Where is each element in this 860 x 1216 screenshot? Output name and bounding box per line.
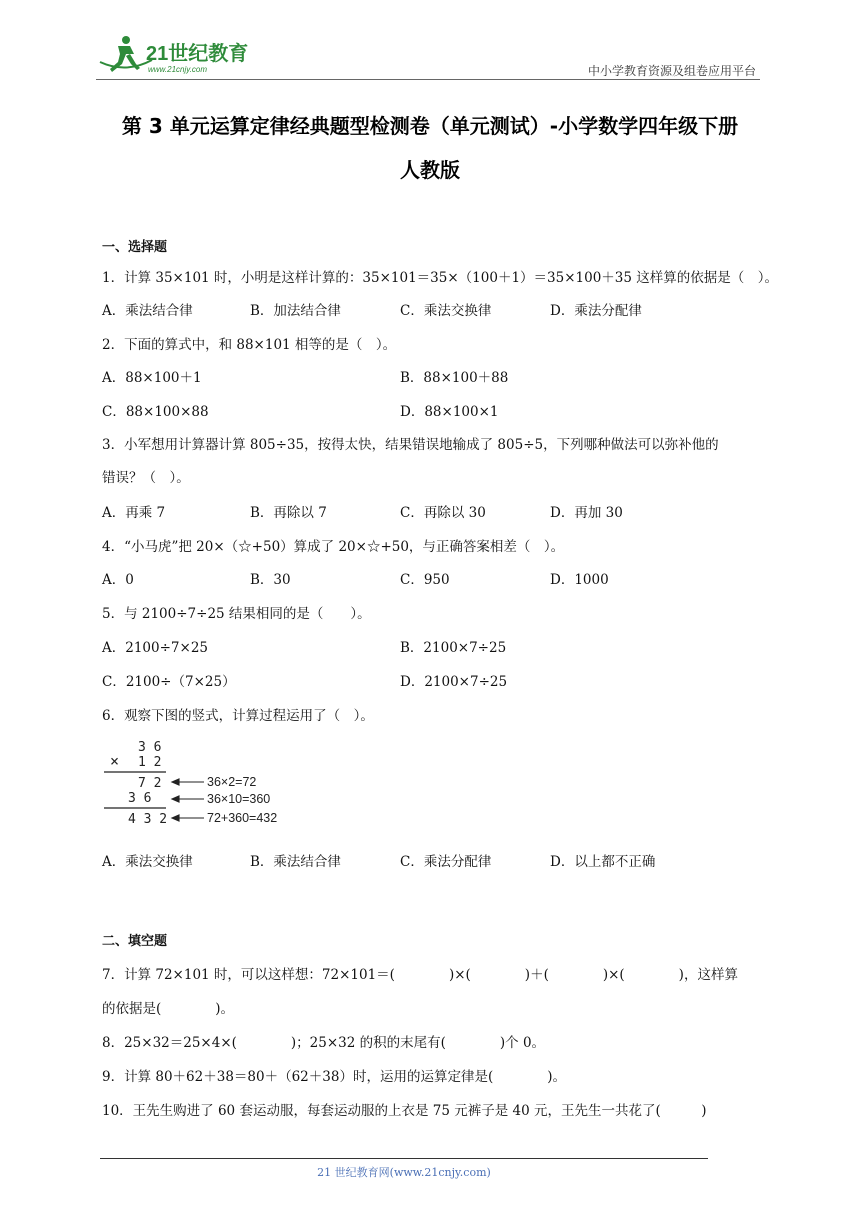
- q2-option-a: A．88×100＋1: [102, 370, 202, 386]
- q4-option-d: D．1000: [550, 572, 609, 588]
- footer-divider: [100, 1158, 708, 1159]
- question-7-line2: 的依据是( )。: [102, 1001, 235, 1017]
- q2-option-d: D．88×100×1: [400, 404, 499, 420]
- vertical-multiplication-figure: [100, 736, 300, 832]
- q3-option-b: B．再除以 7: [250, 505, 327, 521]
- logo-text: 21世纪教育: [146, 43, 249, 65]
- q4-option-a: A．0: [102, 572, 134, 588]
- q6-option-b: B．乘法结合律: [250, 854, 341, 870]
- q5-option-d: D．2100×7÷25: [400, 674, 508, 690]
- fig-multiplier: 1 2: [138, 755, 162, 770]
- brand-logo: [96, 32, 266, 76]
- question-4: 4．“小马虎”把 20×（☆+50）算成了 20×☆+50，与正确答案相差（ ）。: [102, 539, 565, 555]
- q1-option-d: D．乘法分配律: [550, 303, 642, 319]
- question-1: 1．计算 35×101 时，小明是这样计算的：35×101＝35×（100＋1）＝35×100＋35 这样算的依据是（ ）。: [102, 270, 779, 286]
- q1-option-c: C．乘法交换律: [400, 303, 492, 319]
- question-10: 10．王先生购进了 60 套运动服，每套运动服的上衣是 75 元裤子是 40 元，王先生一共花了( ): [102, 1103, 707, 1119]
- fig-multiplicand: 3 6: [138, 740, 162, 755]
- question-6: 6．观察下图的竖式，计算过程运用了（ ）。: [102, 708, 374, 724]
- q4-option-c: C．950: [400, 572, 450, 588]
- footer-text[interactable]: 21 世纪教育网(www.21cnjy.com): [317, 1166, 491, 1179]
- q2-option-c: C．88×100×88: [102, 404, 209, 420]
- q1-option-b: B．加法结合律: [250, 303, 341, 319]
- question-2: 2．下面的算式中，和 88×101 相等的是（ ）。: [102, 337, 397, 353]
- q6-option-c: C．乘法分配律: [400, 854, 492, 870]
- section-heading-2: 二、填空题: [102, 934, 168, 949]
- q5-option-c: C．2100÷（7×25）: [102, 674, 236, 690]
- q3-option-a: A．再乘 7: [102, 505, 166, 521]
- q3-option-d: D．再加 30: [550, 505, 623, 521]
- q2-option-b: B．88×100＋88: [400, 370, 509, 386]
- question-3-line1: 3．小军想用计算器计算 805÷35，按得太快，结果错误地输成了 805÷5，下列哪种做法可以弥补他的: [102, 437, 719, 453]
- question-3-line2: 错误？（ ）。: [102, 470, 190, 486]
- q5-option-a: A．2100÷7×25: [102, 640, 208, 656]
- question-8: 8．25×32＝25×4×( )；25×32 的积的末尾有( )个 0。: [102, 1035, 546, 1051]
- fig-times-sign: ×: [110, 752, 120, 770]
- question-5: 5．与 2100÷7÷25 结果相同的是（ ）。: [102, 606, 371, 622]
- q5-option-b: B．2100×7÷25: [400, 640, 507, 656]
- q3-option-c: C．再除以 30: [400, 505, 486, 521]
- q4-option-b: B．30: [250, 572, 291, 588]
- fig-partial2: 3 6: [128, 791, 152, 806]
- question-9: 9．计算 80＋62＋38＝80＋（62＋38）时，运用的运算定律是( )。: [102, 1069, 566, 1085]
- q6-option-d: D．以上都不正确: [550, 854, 656, 870]
- question-7-line1: 7．计算 72×101 时，可以这样想：72×101＝( )×( )＋( )×( )，这样算: [102, 967, 738, 983]
- platform-name: 中小学教育资源及组卷应用平台: [587, 64, 756, 78]
- logo-url: www.21cnjy.com: [148, 65, 207, 74]
- q6-option-a: A．乘法交换律: [102, 854, 193, 870]
- fig-partial1: 7 2: [138, 776, 162, 791]
- header-divider: [96, 79, 760, 80]
- page-header: [96, 28, 760, 80]
- fig-note2: 36×10=360: [207, 792, 271, 806]
- fig-note3: 72+360=432: [207, 811, 278, 825]
- doc-title-line2: 人教版: [400, 158, 460, 182]
- fig-note1: 36×2=72: [207, 775, 257, 789]
- section-heading: 一、选择题: [102, 240, 168, 255]
- fig-result: 4 3 2: [128, 812, 168, 827]
- doc-title-line1: 第 3 单元运算定律经典题型检测卷（单元测试）-小学数学四年级下册: [121, 114, 739, 138]
- q1-option-a: A．乘法结合律: [102, 303, 193, 319]
